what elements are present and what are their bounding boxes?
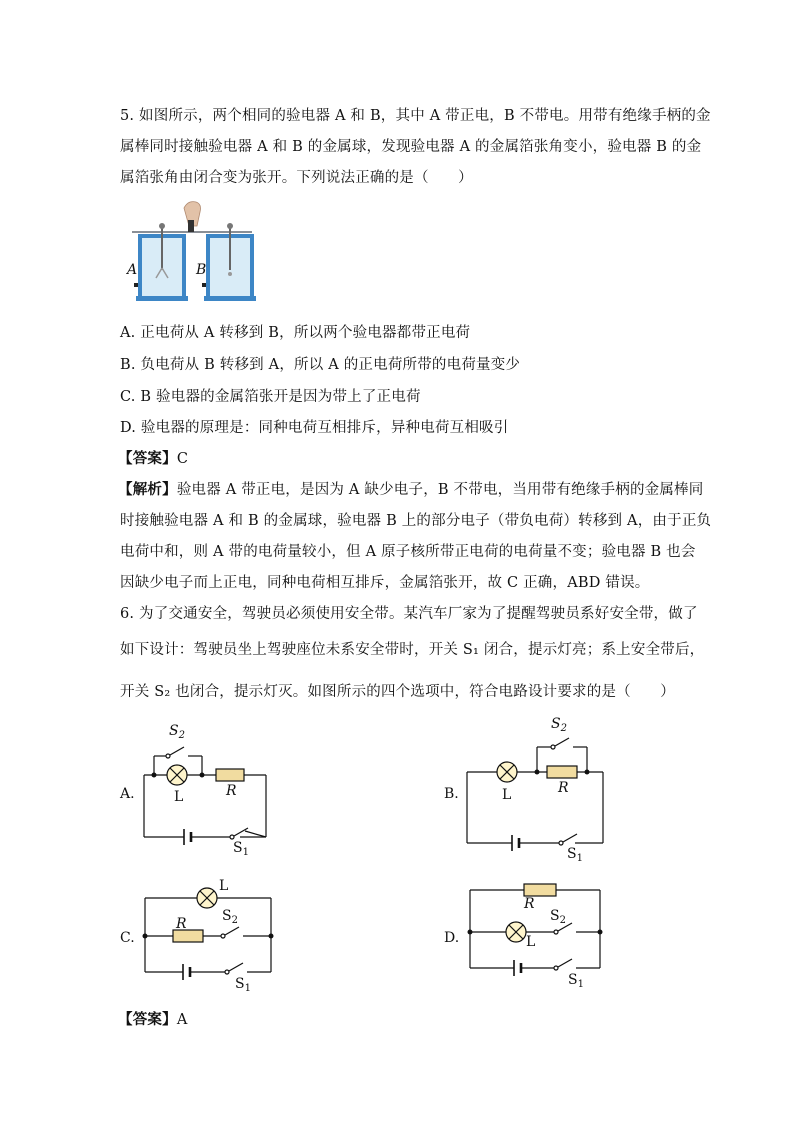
circuit-c-s2-label: $S_2$ xyxy=(222,908,238,926)
circuit-d-lamp-label: L xyxy=(526,934,536,950)
circuit-c-option: C. xyxy=(120,930,135,946)
q5-option-d: D. 验电器的原理是：同种电荷互相排斥，异种电荷互相吸引 xyxy=(120,420,509,436)
q6-answer xyxy=(118,1008,187,1029)
circuit-c-resistor-label: R xyxy=(176,916,187,932)
q5-analysis-line4: 因缺少电子而上正电，同种电荷相互排斥，金属箔张开，故 C 正确，ABD 错误。 xyxy=(120,575,650,591)
circuit-c-s1-label: $S_1$ xyxy=(235,976,251,994)
electroscope-label-b: B xyxy=(196,262,207,278)
circuit-d-option: D. xyxy=(444,930,460,946)
circuit-a-option: A. xyxy=(120,786,135,802)
circuit-c-lamp-label: L xyxy=(219,878,229,894)
q5-analysis-line1: 【解析】验电器 A 带正电，是因为 A 缺少电子，B 不带电，当用带有绝缘手柄的金属棒同 xyxy=(118,481,704,498)
q5-answer xyxy=(118,447,188,468)
q6-stem-line3: 开关 S₂ 也闭合，提示灯灭。如图所示的四个选项中，符合电路设计要求的是（ ） xyxy=(120,684,675,700)
circuit-d-s2-label: $S_2$ xyxy=(550,908,566,926)
q5-answer-tag: 【答案】 xyxy=(118,450,177,467)
electroscope-figure xyxy=(122,198,272,308)
q5-analysis-tag: 【解析】 xyxy=(118,481,177,498)
circuit-b-s1-label: $S_1$ xyxy=(567,846,583,864)
q5-answer-value: C xyxy=(176,451,189,467)
circuit-b-option: B. xyxy=(444,786,459,802)
circuit-b-resistor-label: R xyxy=(558,780,569,796)
circuit-c xyxy=(135,876,285,1001)
circuit-b-s2-label: $S_2$ xyxy=(551,716,567,734)
electroscope-label-a: A xyxy=(127,262,138,278)
q5-analysis-line2: 时接触验电器 A 和 B 的金属球，验电器 B 上的部分电子（带负电荷）转移到 A，由于正负 xyxy=(120,513,712,529)
circuit-a-lamp-label: L xyxy=(174,789,184,805)
circuit-b xyxy=(455,715,615,870)
circuit-a-s2-label: $S_2$ xyxy=(169,723,185,741)
q6-stem-line1: 6. 为了交通安全，驾驶员必须使用安全带。某汽车厂家为了提醒驾驶员系好安全带，做了 xyxy=(120,606,698,622)
circuit-a xyxy=(130,722,280,867)
q5-stem-line3: 属箔张角由闭合变为张开。下列说法正确的是（ ） xyxy=(120,170,473,186)
circuit-b-lamp-label: L xyxy=(502,787,512,803)
q5-option-c: C. B 验电器的金属箔张开是因为带上了正电荷 xyxy=(120,389,421,405)
q5-stem-line1: 5. 如图所示，两个相同的验电器 A 和 B，其中 A 带正电，B 不带电。用带有绝缘手柄的金 xyxy=(120,108,711,124)
q5-option-a: A. 正电荷从 A 转移到 B，所以两个验电器都带正电荷 xyxy=(120,325,471,341)
circuit-d-s1-label: $S_1$ xyxy=(568,972,584,990)
q5-analysis-line3: 电荷中和，则 A 带的电荷量较小，但 A 原子核所带正电荷的电荷量不变；验电器 B 也会 xyxy=(120,544,696,560)
q6-stem-line2: 如下设计：驾驶员坐上驾驶座位未系安全带时，开关 S₁ 闭合，提示灯亮；系上安全带后， xyxy=(120,642,705,658)
q5-option-b: B. 负电荷从 B 转移到 A，所以 A 的正电荷所带的电荷量变少 xyxy=(120,357,521,373)
circuit-a-s1-label: $S_1$ xyxy=(233,840,249,858)
circuit-a-resistor-label: R xyxy=(226,783,237,799)
q5-stem-line2: 属棒同时接触验电器 A 和 B 的金属球，发现验电器 A 的金属箔张角变小，验电器 B 的金 xyxy=(120,139,702,155)
circuit-d-resistor-label: R xyxy=(524,896,535,912)
q6-answer-tag: 【答案】 xyxy=(118,1011,177,1028)
q6-answer-value: A xyxy=(176,1012,188,1028)
